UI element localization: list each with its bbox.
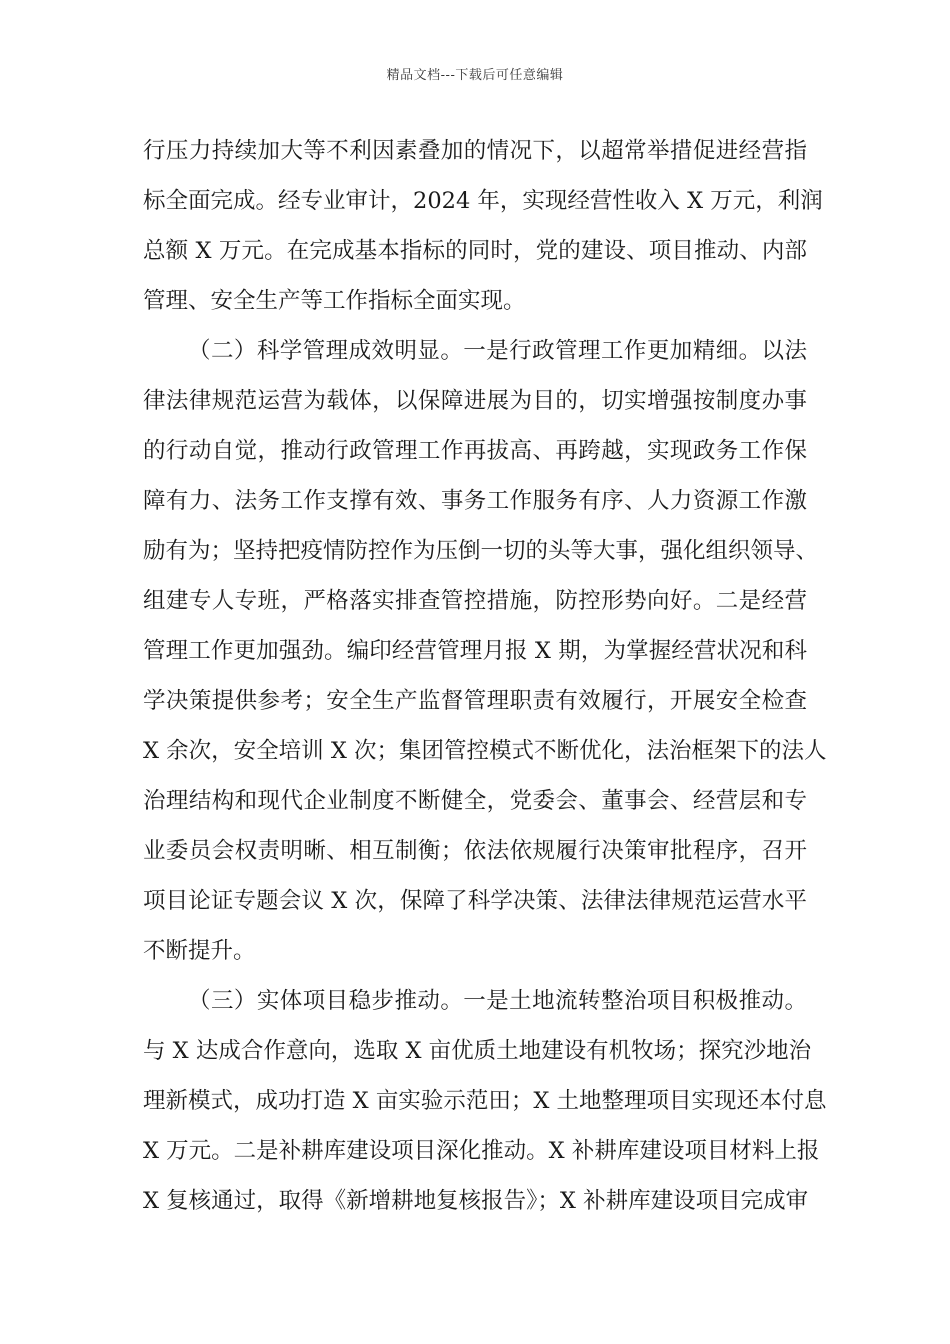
text-line: X 复核通过，取得《新增耕地复核报告》；X 补耕库建设项目完成审 <box>143 1188 809 1214</box>
text-line: X 万元。二是补耕库建设项目深化推动。X 补耕库建设项目材料上报 <box>143 1138 820 1164</box>
text-line: 与 X 达成合作意向，选取 X 亩优质土地建设有机牧场；探究沙地治 <box>143 1038 812 1064</box>
text-line: 管理工作更加强劲。编印经营管理月报 X 期，为掌握经营状况和科 <box>143 638 807 664</box>
text-line: 总额 X 万元。在完成基本指标的同时，党的建设、项目推动、内部 <box>143 238 807 264</box>
text-line: 学决策提供参考；安全生产监督管理职责有效履行，开展安全检查 <box>143 688 807 714</box>
text-line: 治理结构和现代企业制度不断健全，党委会、董事会、经营层和专 <box>143 788 807 814</box>
text-line: （三）实体项目稳步推动。一是土地流转整治项目积极推动。 <box>188 988 807 1014</box>
text-line: 励有为；坚持把疫情防控作为压倒一切的头等大事，强化组织领导、 <box>143 538 819 564</box>
text-line: 组建专人专班，严格落实排查管控措施，防控形势向好。二是经营 <box>143 588 807 614</box>
paragraph-3 <box>143 976 827 1226</box>
text-line: 标全面完成。经专业审计，2024 年，实现经营性收入 X 万元，利润 <box>143 188 823 214</box>
text-line: 行压力持续加大等不利因素叠加的情况下，以超常举措促进经营指 <box>143 138 807 164</box>
text-line: 业委员会权责明晰、相互制衡；依法依规履行决策审批程序，召开 <box>143 838 807 864</box>
text-line: （二）科学管理成效明显。一是行政管理工作更加精细。以法 <box>188 338 807 364</box>
text-line: X 余次，安全培训 X 次；集团管控模式不断优化，法治框架下的法人 <box>143 738 827 764</box>
page-header: 精品文档---下载后可任意编辑 <box>386 68 564 83</box>
text-line: 项目论证专题会议 X 次，保障了科学决策、法律法律规范运营水平 <box>143 888 807 914</box>
paragraph-1 <box>143 126 823 326</box>
text-line: 理新模式，成功打造 X 亩实验示范田；X 土地整理项目实现还本付息 <box>143 1088 827 1114</box>
text-line: 不断提升。 <box>143 938 256 964</box>
text-line: 律法律规范运营为载体，以保障进展为目的，切实增强按制度办事 <box>143 388 807 414</box>
text-line: 障有力、法务工作支撑有效、事务工作服务有序、人力资源工作激 <box>143 488 807 514</box>
document-body <box>143 126 827 1226</box>
text-line: 的行动自觉，推动行政管理工作再拔高、再跨越，实现政务工作保 <box>143 438 807 464</box>
text-line: 管理、安全生产等工作指标全面实现。 <box>143 288 526 314</box>
paragraph-2 <box>143 326 827 976</box>
